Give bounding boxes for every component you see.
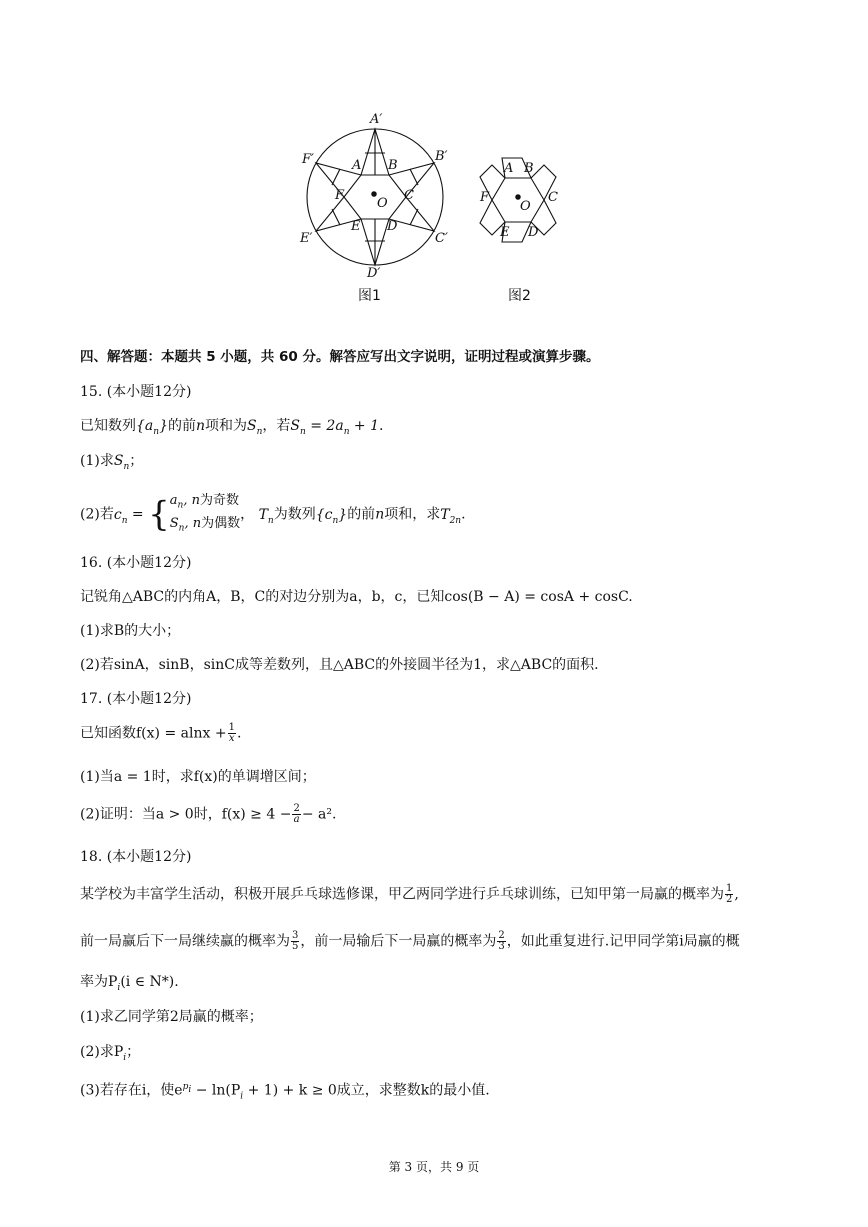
label-E-prime: E′: [300, 231, 313, 246]
figure-2: [480, 158, 556, 242]
q16-part1: (1)求B的大小；: [80, 623, 181, 639]
section-title: 四、解答题：本题共 5 小题，共 60 分。解答应写出文字说明，证明过程或演算步骤。: [80, 349, 600, 365]
q16-part2: (2)若sinA，sinB，sinC成等差数列，且△ABC的外接圆半径为1，求△ABC的面积.: [80, 657, 599, 673]
q15-header: 15. (本小题12分): [80, 384, 192, 400]
fig2-label-A: A: [504, 161, 514, 176]
label-F: F: [335, 188, 345, 203]
label-C-prime: C′: [435, 231, 448, 246]
geometry-figures: [290, 105, 590, 305]
q15-part2: (2)若$c_n = \{a_n$, n为奇数 $S_n$, n为偶数， $T_n$为数列$\{c_n\}$的前n项和，求$T_{2n}$.: [80, 493, 466, 535]
q18-stem-line1: 某学校为丰富学生活动，积极开展乒乓球选修课，甲乙两同学进行乒乓球训练，已知甲第一局赢的概率为 $\frac{1}{2}$ ,: [80, 883, 739, 905]
fig2-label-F: F: [480, 190, 490, 205]
label-O: O: [377, 196, 388, 211]
q17-stem: 已知函数f(x) = alnx + $\frac{1}{x}$ .: [80, 722, 242, 744]
fig1-hexagon: [344, 175, 406, 219]
label-A-prime: A′: [370, 112, 383, 127]
q18-part2: (2)求$P_i$；: [80, 1044, 141, 1063]
q18-part1: (1)求乙同学第2局赢的概率；: [80, 1009, 263, 1025]
fig2-label-C: C: [548, 190, 558, 205]
label-C: C: [404, 188, 414, 203]
fig2-hexagon: [492, 178, 544, 222]
q17-part1: (1)当a = 1时，求f(x)的单调增区间；: [80, 769, 316, 785]
q18-stem-line3: 率为$P_i(i$ ∈ N*).: [80, 974, 179, 993]
label-B-prime: B′: [435, 149, 448, 164]
figure-1: [307, 129, 443, 265]
label-B: B: [388, 158, 398, 173]
q18-header: 18. (本小题12分): [80, 849, 192, 865]
fig2-label-E: E: [500, 225, 510, 240]
fig1-caption: 图1: [358, 288, 381, 304]
page-footer: 第 3 页，共 9 页: [388, 1160, 480, 1174]
label-E: E: [351, 219, 361, 234]
q18-part3: (3)若存在i，使$e^{p_i} - \ln(P_i + 1) + k \ge 0$成立，求整数k的最小值.: [80, 1082, 490, 1102]
q15-part1: (1)求$S_n$；: [80, 453, 144, 472]
q15-stem: 已知数列$\{a_n\}$的前n项和为$S_n$，若$S_n = 2a_n + 1$.: [80, 418, 384, 437]
label-D-prime: D′: [367, 266, 381, 281]
label-F-prime: F′: [302, 152, 314, 167]
q17-part2: (2)证明：当a > 0时，f(x) ≥ 4 − $\frac{2}{a}$ − a².: [80, 803, 337, 825]
q17-header: 17. (本小题12分): [80, 691, 192, 707]
figure-1-labels: [299, 112, 448, 304]
q18-stem-line2: 前一局赢后下一局继续赢的概率为 $\frac{3}{5}$ ，前一局输后下一局赢的概率为 $\frac{2}{3}$ ，如此重复进行.记甲同学第i局赢的概: [80, 930, 740, 952]
fig2-label-D: D: [528, 225, 539, 240]
q16-stem: 记锐角△ABC的内角A，B，C的对边分别为a，b，c，已知cos(B − A) = cosA + cosC.: [80, 589, 633, 605]
fig2-caption: 图2: [508, 288, 531, 304]
label-D: D: [387, 219, 398, 234]
fig2-label-O: O: [520, 199, 531, 214]
fig2-label-B: B: [524, 161, 534, 176]
label-A: A: [352, 158, 362, 173]
q16-header: 16. (本小题12分): [80, 555, 192, 571]
